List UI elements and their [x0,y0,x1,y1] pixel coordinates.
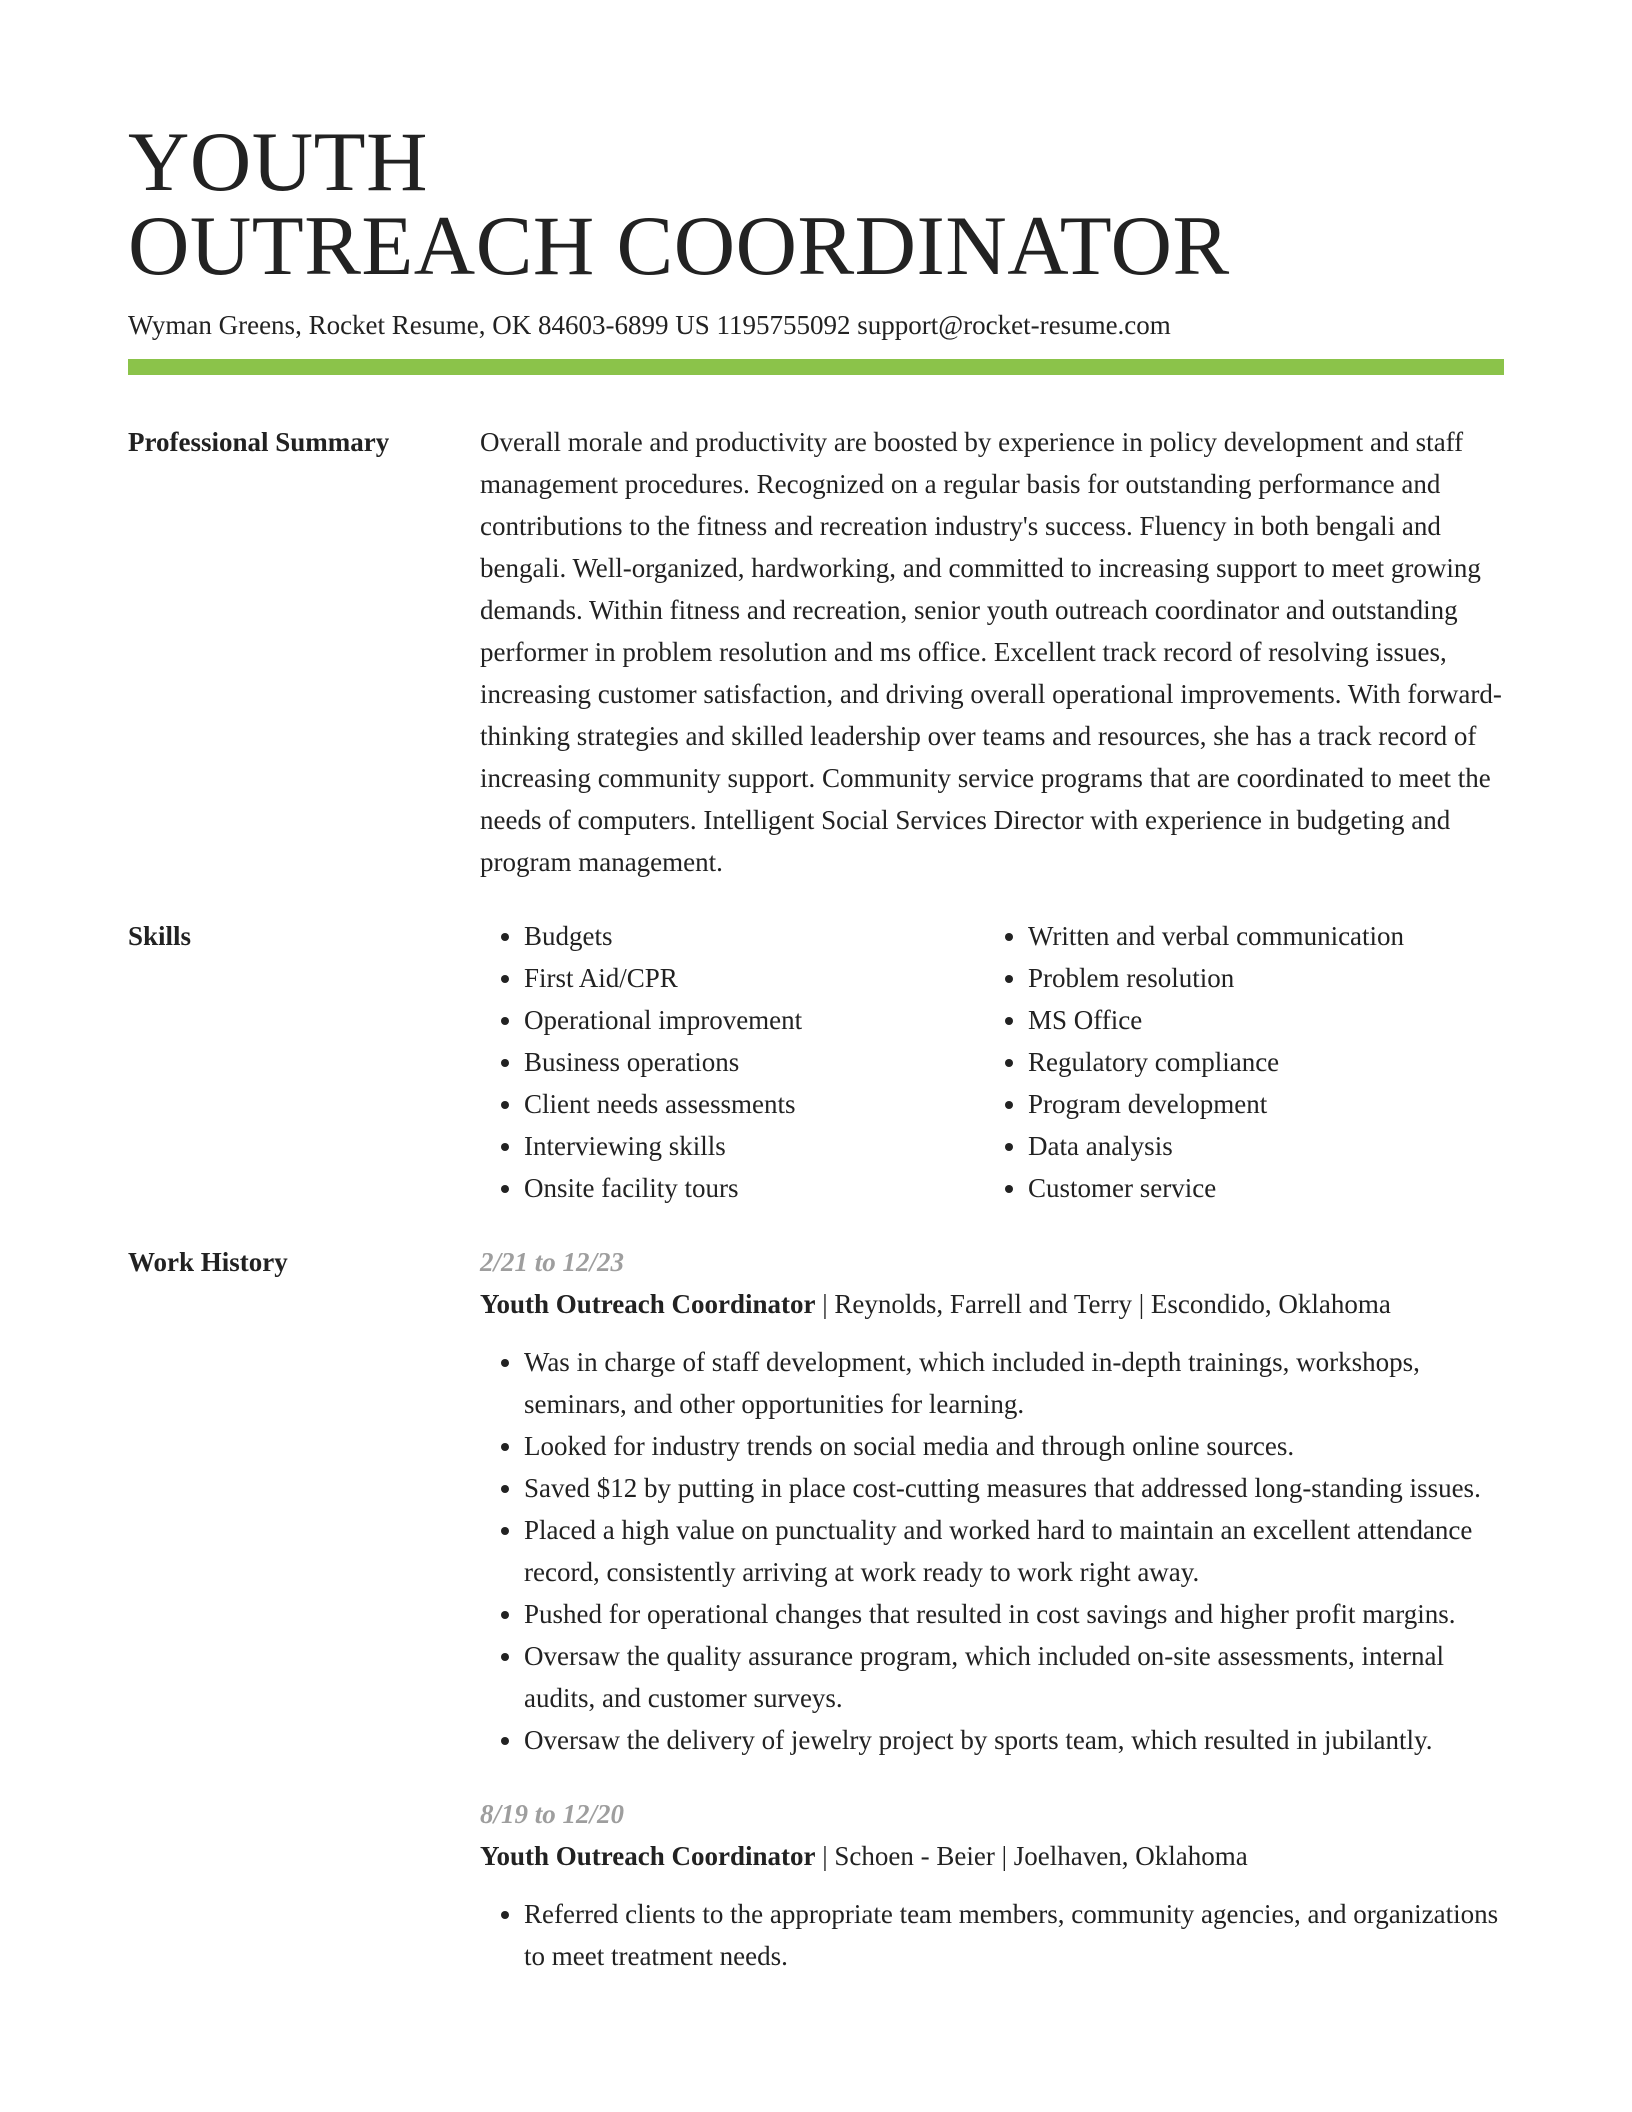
skills-list-left [480,915,984,1209]
skill-item: • Data analysis [1028,1125,1488,1167]
job-bullet: • Oversaw the quality assurance program, which included on-site assessments, internal audits, and customer surveys. [524,1635,1504,1719]
job-bullet: • Referred clients to the appropriate team members, community agencies, and organizations to meet treatment needs. [524,1893,1504,1977]
section-label-summary: Professional Summary [128,427,390,457]
skill-item: • First Aid/CPR [524,957,984,999]
job-bullet: • Pushed for operational changes that resulted in cost savings and higher profit margins. [524,1593,1504,1635]
job-dates: 2/21 to 12/23 [480,1247,625,1277]
job-bullet: • Looked for industry trends on social media and through online sources. [524,1425,1504,1467]
job-entry [480,1793,1504,1977]
job-bullet: • Was in charge of staff development, which included in-depth trainings, workshops, seminars, and other opportunities for learning. [524,1341,1504,1425]
resume-title [128,115,1504,293]
skills-list-right [984,915,1488,1209]
job-title: Youth Outreach Coordinator [480,1841,816,1871]
skill-item: • Problem resolution [1028,957,1488,999]
job-dates: 8/19 to 12/20 [480,1799,625,1829]
skill-item: • Written and verbal communication [1028,915,1488,957]
job-bullets [480,1893,1504,1977]
skill-item: • Customer service [1028,1167,1488,1209]
title-line-2: OUTREACH COORDINATOR [128,199,1230,293]
job-bullet: • Oversaw the delivery of jewelry project by sports team, which resulted in jubilantly. [524,1719,1504,1761]
work-history-body [480,1241,1504,1977]
skill-item: • Budgets [524,915,984,957]
skill-item: • MS Office [1028,999,1488,1041]
work-history-section [128,1241,1504,1977]
skill-item: • Onsite facility tours [524,1167,984,1209]
job-heading [480,1283,1504,1325]
job-heading [480,1835,1504,1877]
job-bullet: • Placed a high value on punctuality and worked hard to maintain an excellent attendance record, consistently arriving at work ready to work right away. [524,1509,1504,1593]
skill-item: • Operational improvement [524,999,984,1041]
job-employer-location: | Schoen - Beier | Joelhaven, Oklahoma [815,1841,1248,1871]
skill-item: • Regulatory compliance [1028,1041,1488,1083]
title-line-1: YOUTH [128,115,428,209]
job-bullet: • Saved $12 by putting in place cost-cutting measures that addressed long-standing issues. [524,1467,1504,1509]
job-title: Youth Outreach Coordinator [480,1289,816,1319]
summary-text: Overall morale and productivity are boosted by experience in policy development and staff management procedures. Recognized on a regular basis for outstanding performance and contributions to the fitness and recreation industry's success. Fluency in both bengali and bengali. Well-organized, hardworking, and committed to increasing support to meet growing demands. Within fitness and recreation, senior youth outreach coordinator and outstanding performer in problem resolution and ms office. Excellent track record of resolving issues, increasing customer satisfaction, and driving overall operational improvements. With forward-thinking strategies and skilled leadership over teams and resources, she has a track record of increasing community support. Community service programs that are coordinated to meet the needs of computers. Intelligent Social Services Director with experience in budgeting and program management. [480,427,1502,877]
skill-item: • Business operations [524,1041,984,1083]
resume-page [128,115,1504,1977]
professional-summary-section [128,421,1504,883]
skills-section [128,915,1504,1209]
skill-item: • Client needs assessments [524,1083,984,1125]
skill-item: • Interviewing skills [524,1125,984,1167]
summary-body [480,421,1504,883]
job-bullets [480,1341,1504,1761]
contact-info: Wyman Greens, Rocket Resume, OK 84603-6899 US 1195755092 support@rocket-resume.com [128,310,1171,340]
section-label-skills: Skills [128,921,192,951]
skills-columns [480,915,1504,1209]
job-entry [480,1241,1504,1761]
section-label-work: Work History [128,1247,288,1277]
skill-item: • Program development [1028,1083,1488,1125]
job-employer-location: | Reynolds, Farrell and Terry | Escondido, Oklahoma [815,1289,1391,1319]
header-divider [128,359,1504,375]
